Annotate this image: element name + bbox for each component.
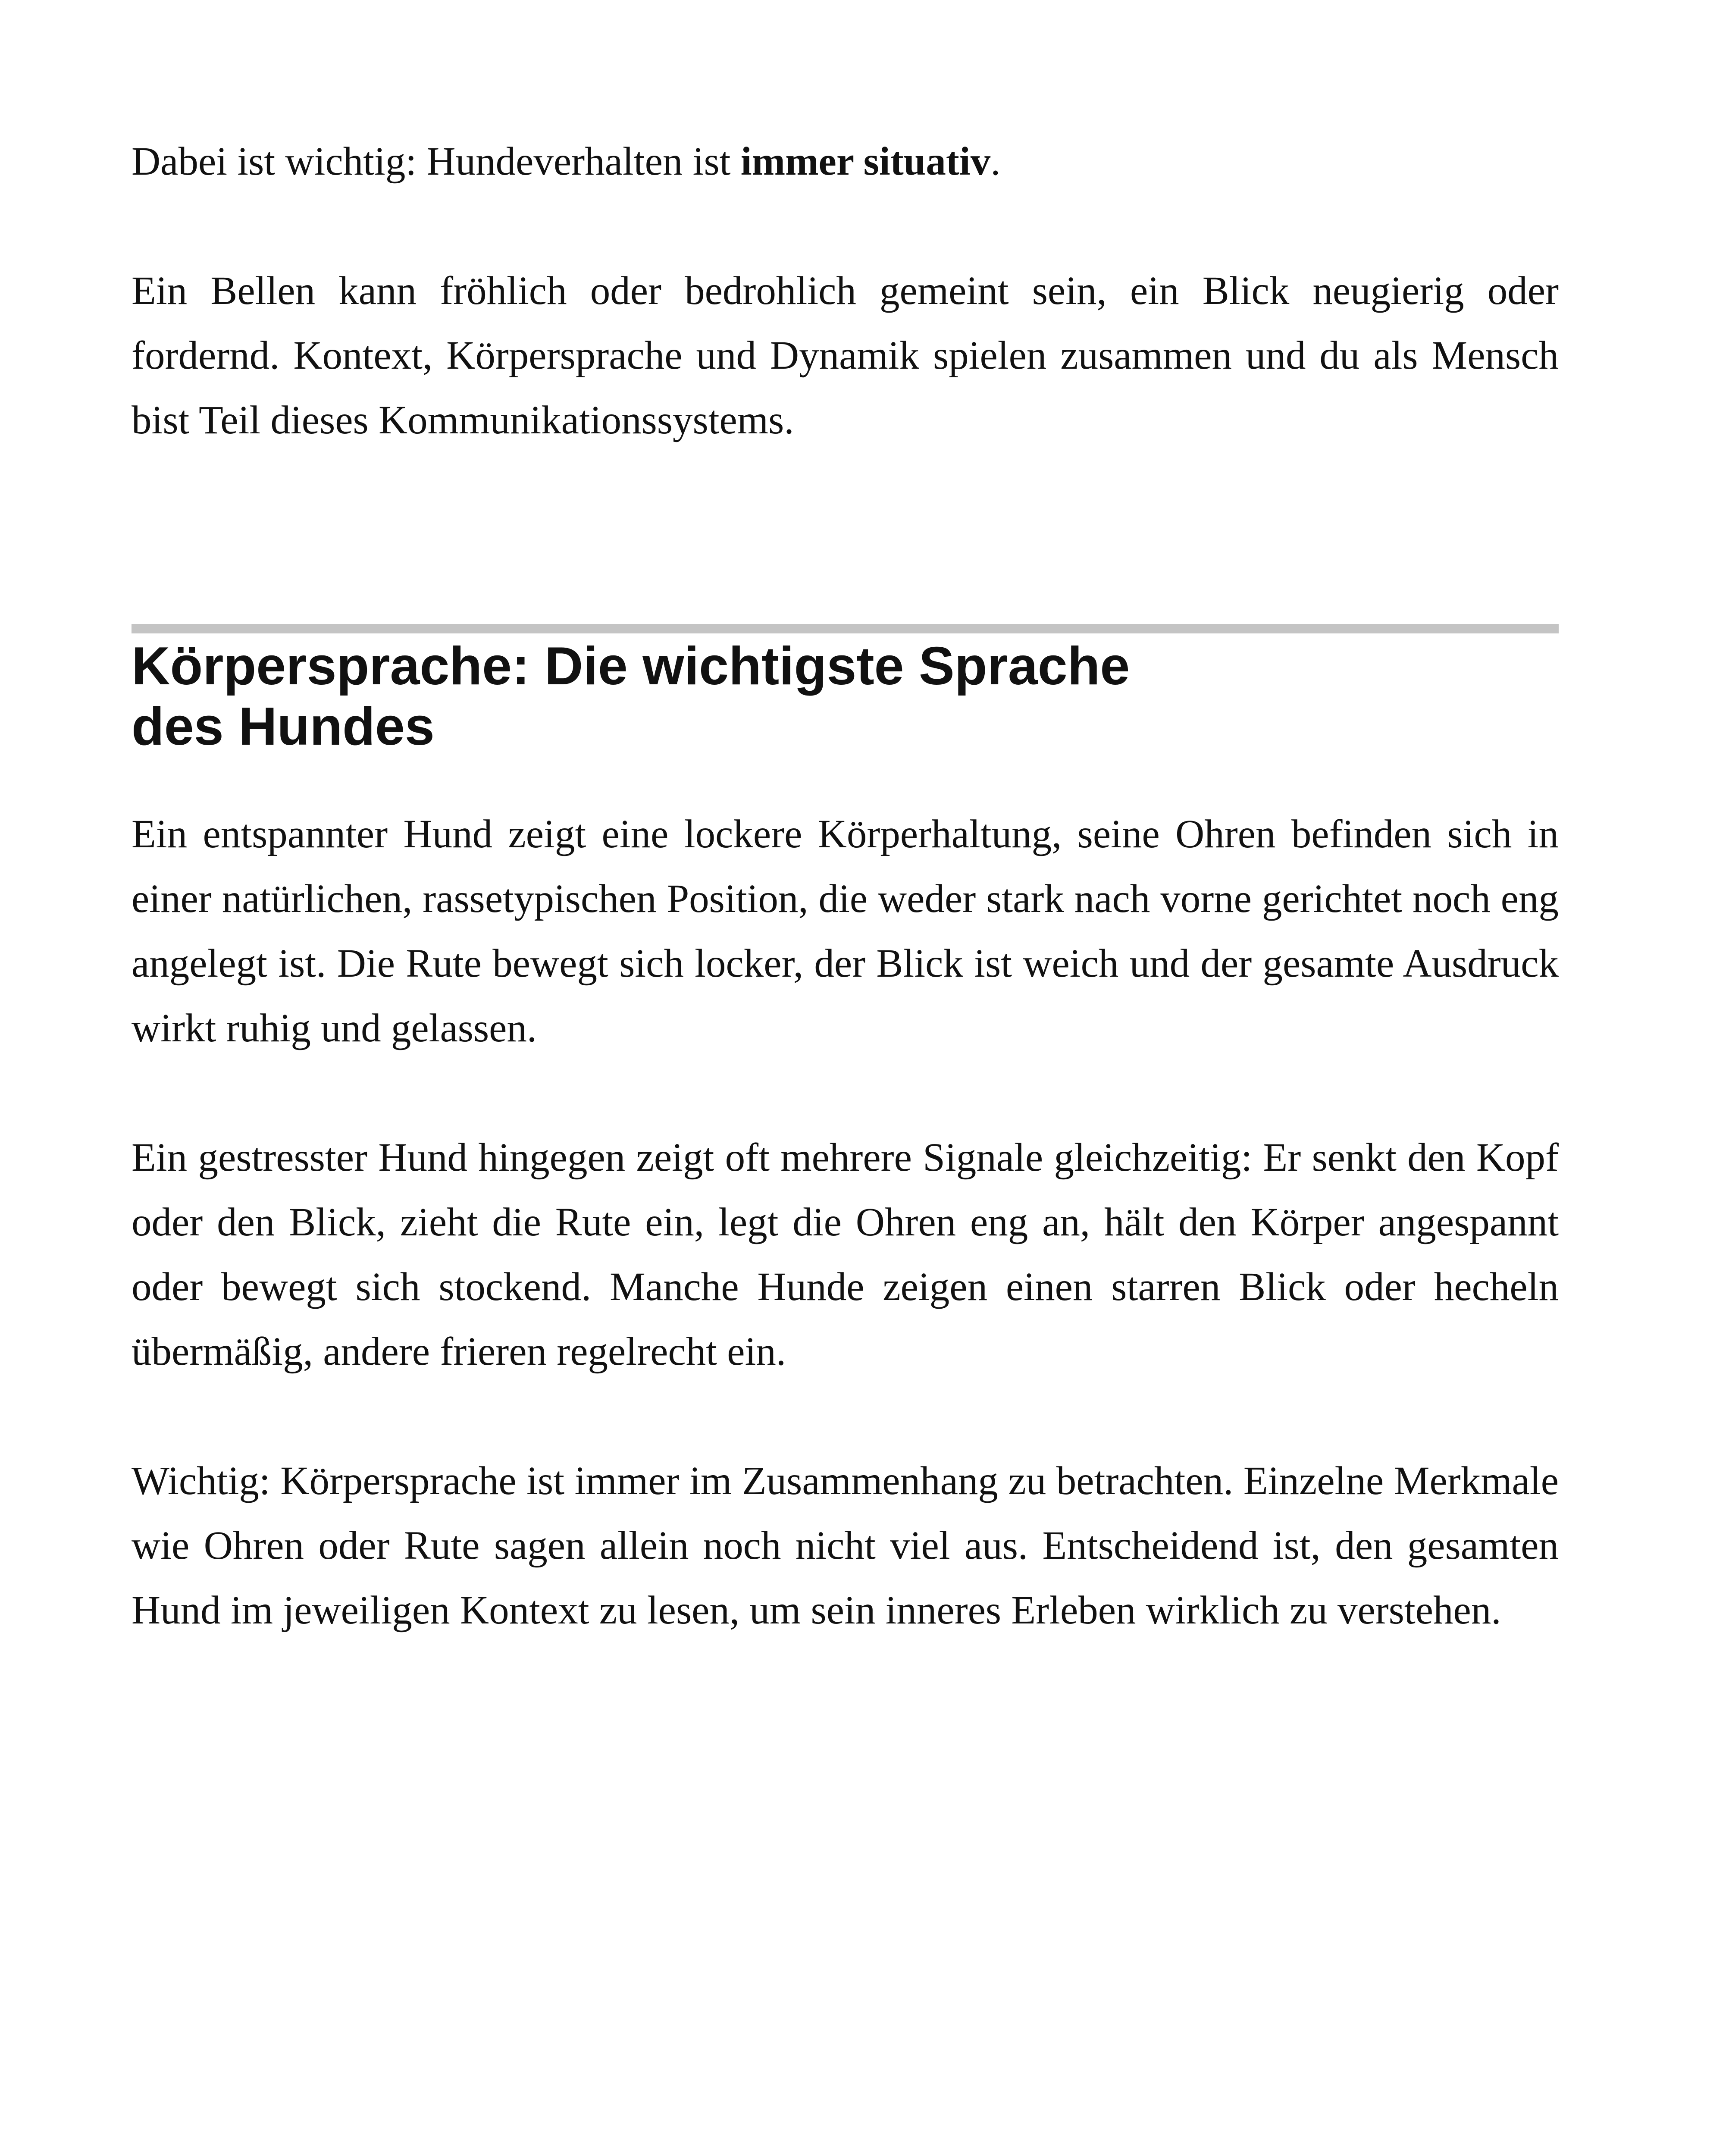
paragraph-entspannter-hund: Ein entspannter Hund zeigt eine lockere Körperhaltung, seine Ohren befinden sich in einer natürlichen, rassetypischen Position, die weder stark nach vorne gerichtet noch eng angelegt ist. Die Rute bewegt sich locker, der Blick ist weich und der gesamte Ausdruck wirkt ruhig und gelassen. <box>132 812 1559 1050</box>
section-heading <box>132 636 1559 757</box>
paragraph-situational-prefix: Dabei ist wichtig: Hundeverhalten ist <box>132 139 741 184</box>
section-heading-line-1: Körpersprache: Die wichtigste Sprache <box>132 636 1130 696</box>
paragraph-situational <box>132 129 1559 194</box>
paragraph-situational-suffix: . <box>990 139 1001 184</box>
emphasis-immer-situativ: immer situativ <box>740 139 991 184</box>
paragraph-gestresster-hund: Ein gestresster Hund hingegen zeigt oft mehrere Signale gleichzeitig: Er senkt den Kopf oder den Blick, zieht die Rute ein, legt die Ohren eng an, hält den Körper angespannt oder bewegt sich stockend. Manche Hunde zeigen einen starren Blick oder hecheln übermäßig, andere frieren regelrecht ein. <box>132 1135 1559 1374</box>
paragraph-wichtig-kontext: Wichtig: Körpersprache ist immer im Zusammenhang zu betrachten. Einzelne Merkmale wie Ohren oder Rute sagen allein noch nicht viel aus. Entscheidend ist, den gesamten Hund im jeweiligen Kontext zu lesen, um sein inneres Erleben wirklich zu verstehen. <box>132 1459 1559 1633</box>
section-heading-line-2: des Hundes <box>132 697 435 756</box>
section-divider <box>132 624 1559 633</box>
paragraph-bellen: Ein Bellen kann fröhlich oder bedrohlich gemeint sein, ein Blick neugierig oder fordernd. Kontext, Körpersprache und Dynamik spielen zusammen und du als Mensch bist Teil dieses Kommunikationssystems. <box>132 269 1559 442</box>
